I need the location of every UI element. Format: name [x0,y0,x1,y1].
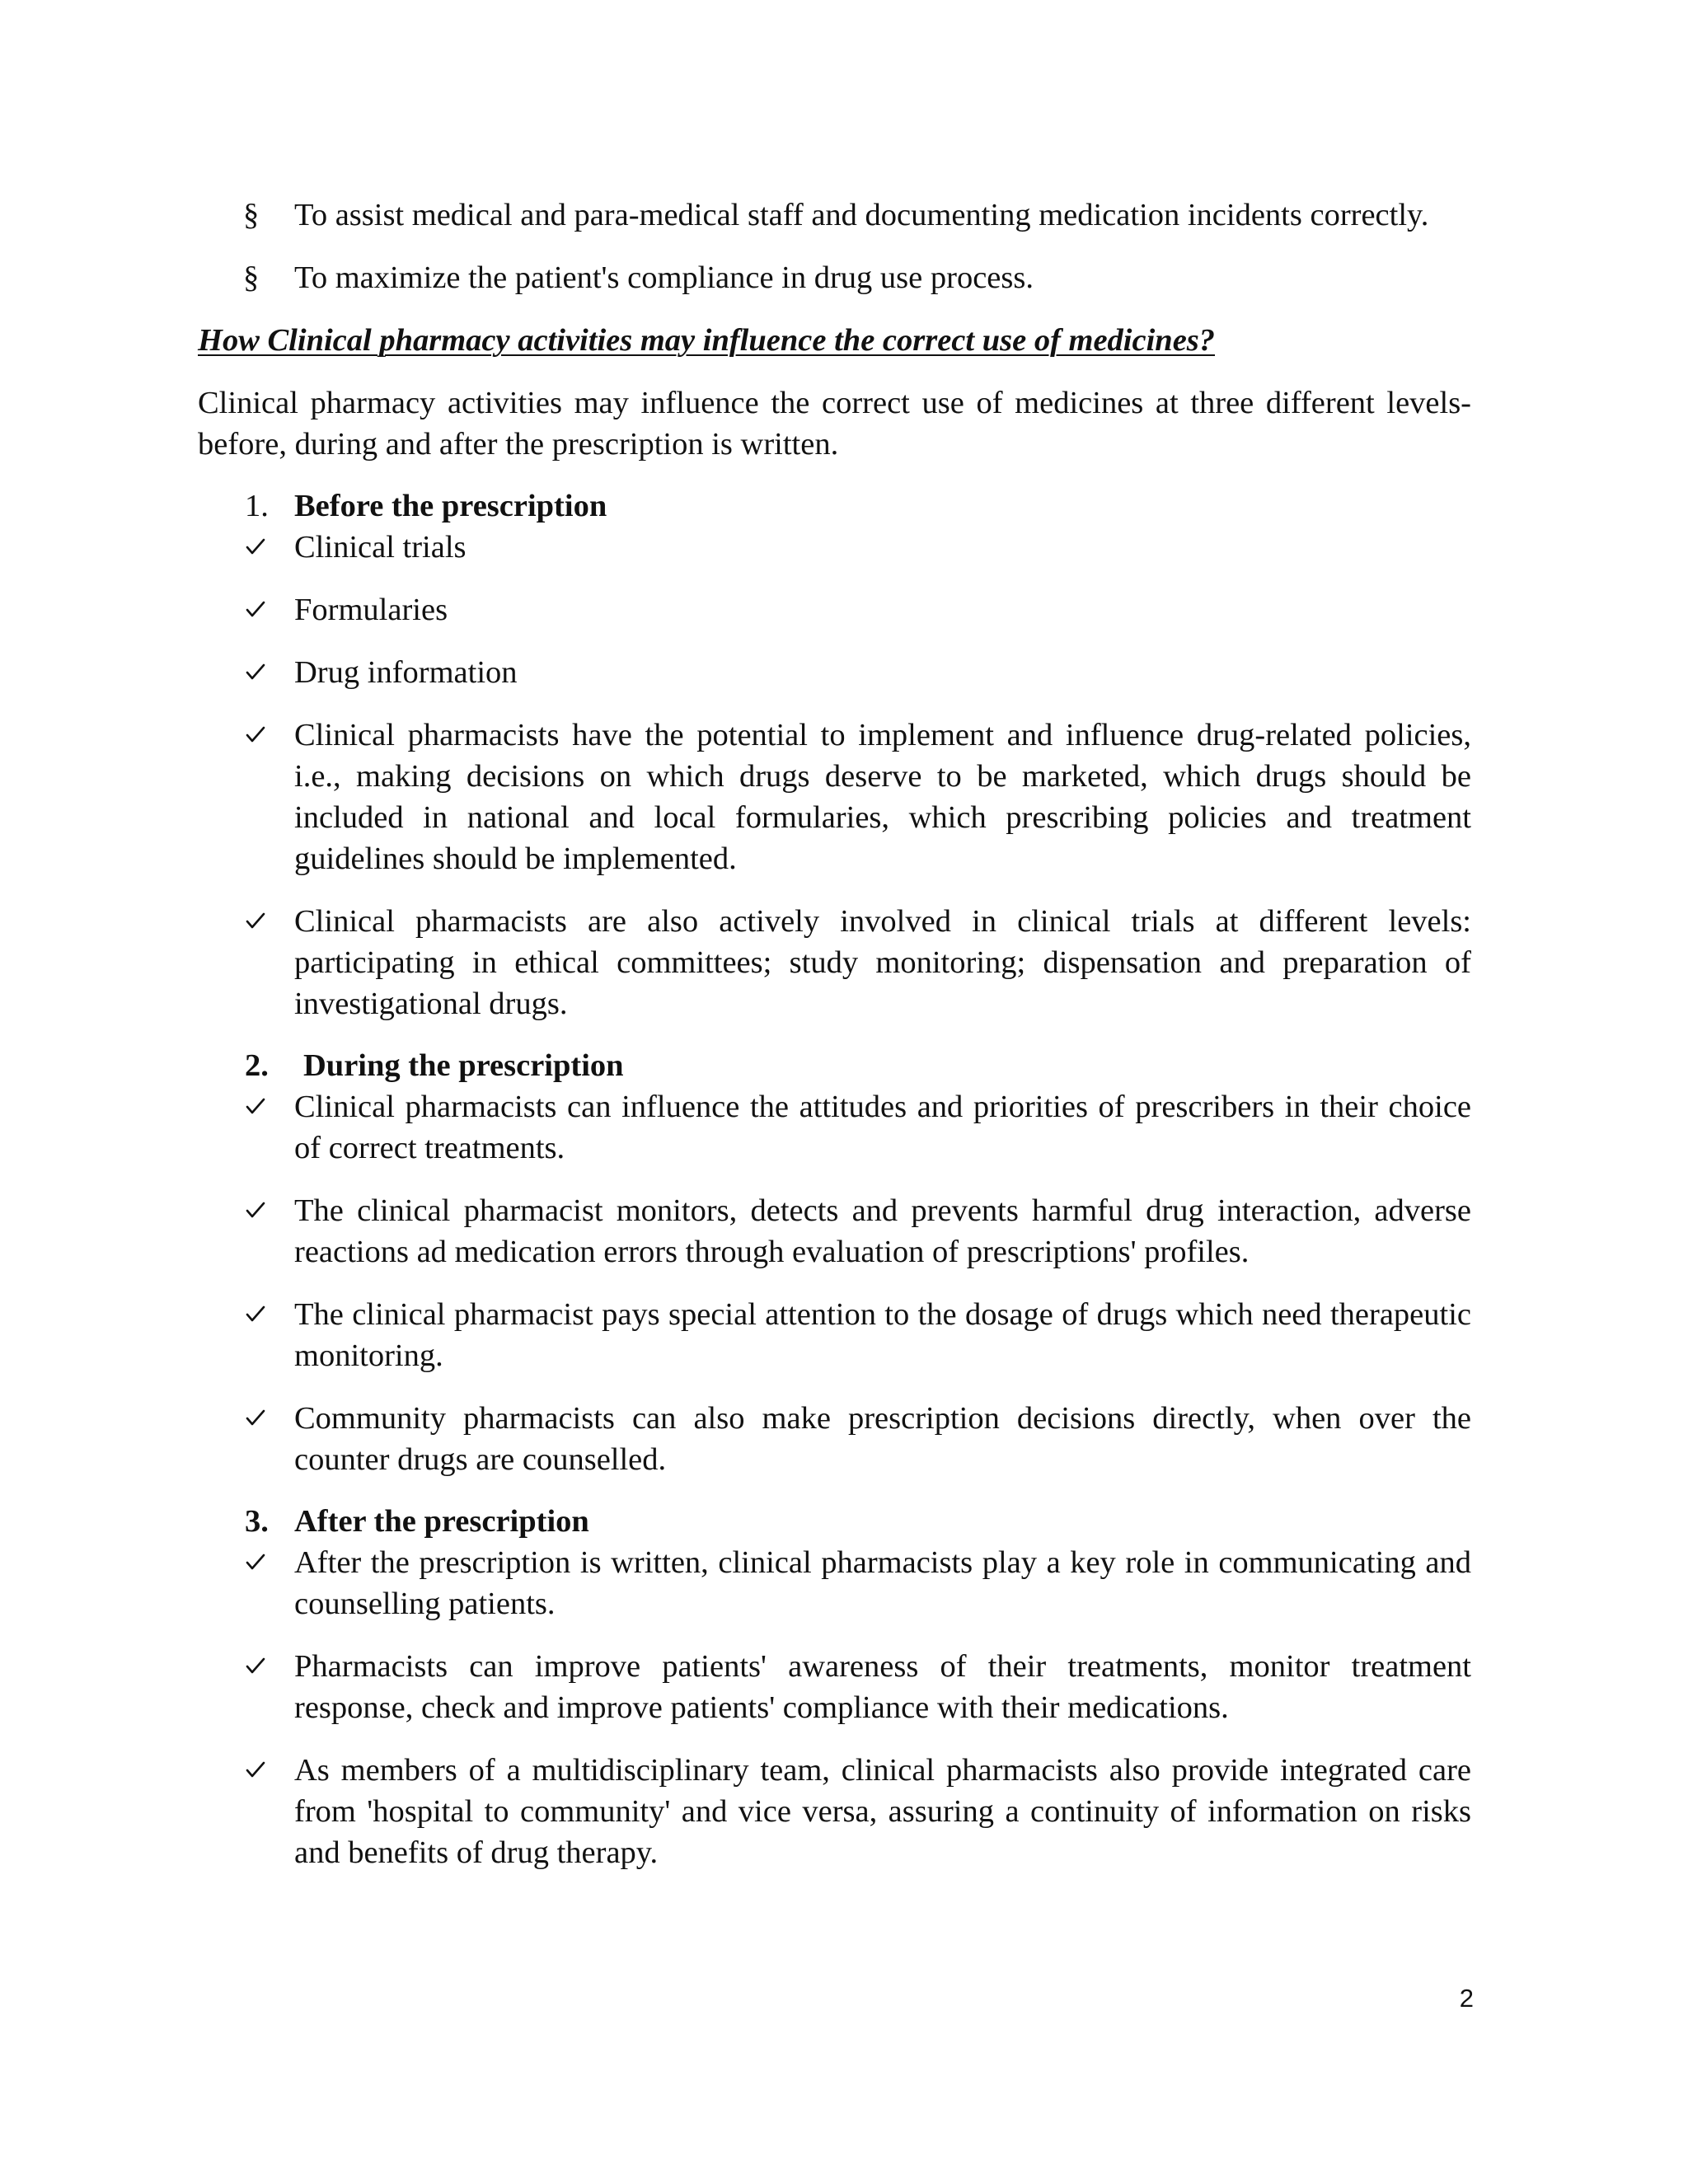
list-item [198,1294,1471,1376]
list-item-text: The clinical pharmacist monitors, detects and prevents harmful drug interaction, adverse reactions ad medication errors through evaluation of prescriptions' profiles. [294,1193,1471,1269]
section-number: 2. [245,1048,269,1083]
section-number: 1. [245,489,269,523]
list-item [198,715,1471,879]
section-number: 3. [245,1504,269,1539]
section-heading [198,485,1471,527]
page-number: 2 [1459,1984,1474,2013]
checkmark-icon [246,1294,270,1335]
section-sign-bullet: § [243,260,260,295]
page-content [198,194,1471,1873]
list-item-text: Clinical trials [294,530,467,565]
list-item-text: Clinical pharmacists can influence the attitudes and priorities of prescribers in their choice of correct treatments. [294,1090,1471,1165]
section-heading [198,1045,1471,1086]
section-heading-text: During the prescription [303,1048,624,1083]
checkmark-icon [246,1398,270,1439]
checkmark-icon [246,715,270,756]
list-item [198,194,1471,236]
list-item [198,1542,1471,1624]
checkmark-icon [246,1542,270,1583]
checkmark-icon [246,652,270,693]
section-heading-text: Before the prescription [294,489,607,523]
list-item [198,901,1471,1024]
checkmark-icon [246,589,270,630]
list-item-text: As members of a multidisciplinary team, clinical pharmacists also provide integrated care from 'hospital to community' and vice versa, assuring a continuity of information on risks and benefits of drug therapy. [294,1753,1471,1870]
list-item [198,589,1471,630]
section-sign-bullet: § [243,198,260,232]
checkmark-icon [246,527,270,568]
intro-paragraph: Clinical pharmacy activities may influence the correct use of medicines at three different levels-before, during and after the prescription is written. [198,386,1471,462]
list-item-text: Pharmacists can improve patients' awareness of their treatments, monitor treatment response, check and improve patients' compliance with their medications. [294,1649,1471,1725]
list-item [198,527,1471,568]
list-item-text: To maximize the patient's compliance in drug use process. [294,260,1034,295]
list-item-text: Formularies [294,593,448,627]
list-item-text: To assist medical and para-medical staff and documenting medication incidents correctly. [294,198,1429,232]
list-item [198,1086,1471,1169]
section-heading [198,1501,1471,1542]
list-item-text: Clinical pharmacists are also actively involved in clinical trials at different levels: participating in ethical committees; study monitoring; dispensation and preparation of investigational drugs. [294,904,1471,1021]
section-heading-text: After the prescription [294,1504,589,1539]
list-item [198,1190,1471,1272]
list-item-text: The clinical pharmacist pays special attention to the dosage of drugs which need therapeutic monitoring. [294,1297,1471,1373]
checkmark-icon [246,1086,270,1127]
checkmark-icon [246,1190,270,1231]
checkmark-icon [246,901,270,942]
list-item [198,257,1471,298]
section-title: How Clinical pharmacy activities may influence the correct use of medicines? [198,323,1216,358]
list-item [198,652,1471,693]
list-item-text: Community pharmacists can also make prescription decisions directly, when over the counter drugs are counselled. [294,1401,1471,1477]
list-item-text: After the prescription is written, clinical pharmacists play a key role in communicating and counselling patients. [294,1545,1471,1621]
list-item [198,1750,1471,1873]
list-item-text: Clinical pharmacists have the potential to implement and influence drug-related policies, i.e., making decisions on which drugs deserve to be marketed, which drugs should be included in national and local formularies, which prescribing policies and treatment guidelines should be implemented. [294,718,1471,876]
list-item [198,1398,1471,1480]
checkmark-icon [246,1646,270,1687]
list-item-text: Drug information [294,655,518,690]
list-item [198,1646,1471,1728]
checkmark-icon [246,1750,270,1791]
